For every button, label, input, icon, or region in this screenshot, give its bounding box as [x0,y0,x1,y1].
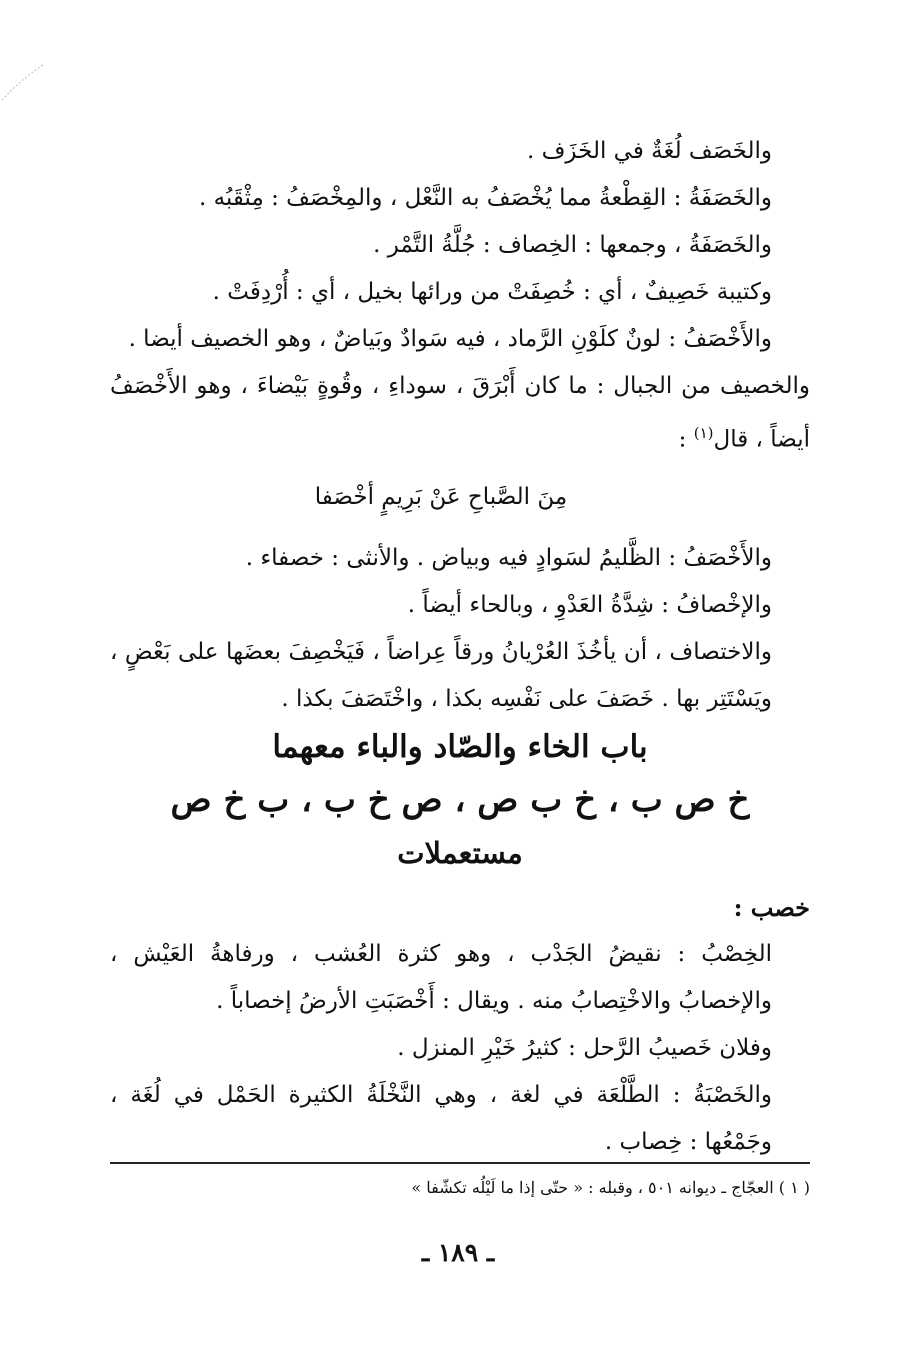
entry-paragraph-1: الخِصْبُ : نقيضُ الجَدْب ، وهو كثرة العُشب ، ورفاهةُ العَيْش ، والإخصابُ والاخْتِصابُ منه . ويقال : أَخْصَبَتِ الأرضُ إخصاباً . [110,941,772,1014]
paragraph-3: والخَصَفَةُ ، وجمعها : الخِصاف : جُلَّةُ التَّمْر . [373,232,772,258]
scan-corner-mark [0,62,46,102]
used-label: مستعملات [397,836,523,870]
page-number: ـ ١٨٩ ـ [421,1238,495,1267]
chapter-heading [110,724,810,876]
paragraph-6 [110,363,810,464]
letter-combinations: خ ص ب ، خ ب ص ، ص خ ب ، ب خ ص [170,780,750,820]
footnote-divider [110,1162,810,1164]
paragraph-6-text: والخصيف من الجبال : ما كان أَبْرَقَ ، سوداءِ ، وقُوةٍ بَيْضاءَ ، وهو الأَخْصَفُ أيضاً ، قال [110,373,810,453]
entry-section [110,884,810,1166]
paragraph-6-colon: : [678,426,687,453]
entry-paragraph-2: وفلان خَصيبُ الرَّحل : كثيرُ خَيْرِ المنزل . [397,1035,772,1061]
paragraph-2: والخَصَفَةُ : القِطْعةُ مما يُخْصَفُ به النَّعْل ، والمِخْصَفُ : مِثْقَبُه . [198,185,772,211]
poetry-verse: مِنَ الصَّباحِ عَنْ بَرِيمٍ أخْصَفا [314,483,568,510]
footnote-reference: (١) [693,424,714,442]
paragraph-5: والأَخْصَفُ : لونٌ كلَوْنِ الرَّماد ، فيه سَوادٌ وبَياضٌ ، وهو الخصيف أيضا . [128,326,772,352]
chapter-title: باب الخاء والصّاد والباء معهما [272,729,648,765]
paragraph-1: والخَصَف لُغَةٌ في الخَزَف . [526,138,772,164]
main-text [110,128,810,723]
paragraph-8: والإخْصافُ : شِدَّةُ العَدْوِ ، وبالحاء أيضاً . [407,591,772,618]
paragraph-9: والاختصاف ، أن يأخُذَ العُرْيانُ ورقاً عِراضاً ، فَيَخْصِفَ بعضَها على بَعْضٍ ، ويَسْتَتِر بها . خَصَفَ على نَفْسِه بكذا ، واخْتَصَفَ بكذا . [110,638,772,712]
entry-paragraph-3: والخَصْبَةُ : الطَّلْعَة في لغة ، وهي النَّخْلَةُ الكثيرة الحَمْل في لُغَة ، وجَمْعُها : خِصاب . [110,1082,772,1155]
footnote-text: ( ١ ) العجّاج ـ ديوانه ٥٠١ ، وقبله : « حتّى إذا ما لَيْلُه تكشّفا » [411,1178,810,1197]
paragraph-4: وكتيبة خَصِيفٌ ، أي : خُصِفَتْ من ورائها بخيل ، أي : أُرْدِفَتْ . [212,279,772,305]
entry-heading: خصب : [733,893,810,922]
paragraph-7: والأَخْصَفُ : الظَّليمُ لسَوادٍ فيه وبياض . والأنثى : خصفاء . [245,544,772,571]
